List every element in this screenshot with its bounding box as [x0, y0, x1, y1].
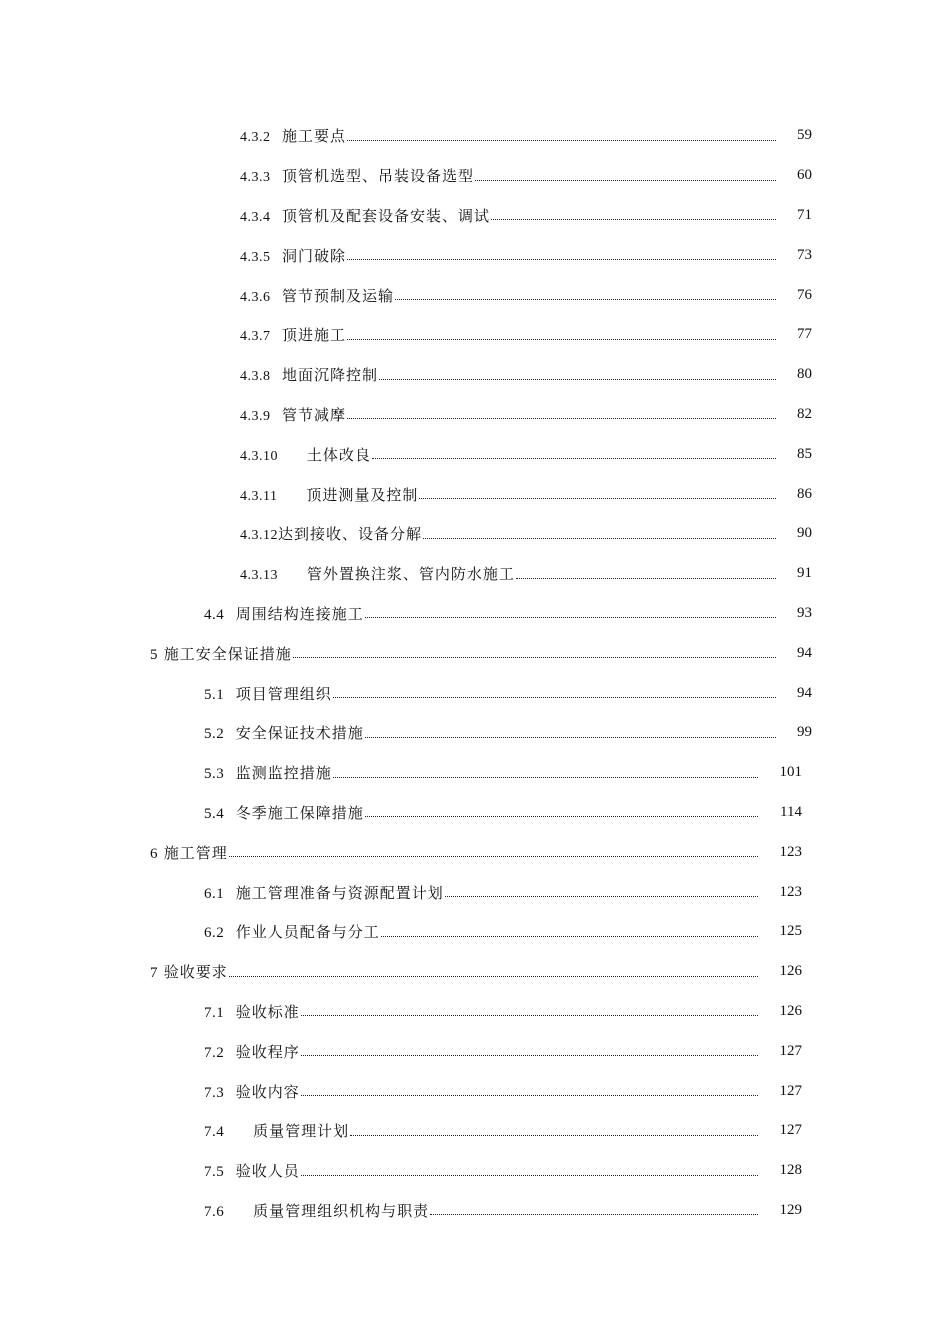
toc-entry-label — [150, 842, 229, 863]
toc-entry-gap — [271, 207, 283, 225]
toc-entry-number: 7.5 — [204, 1164, 225, 1181]
toc-dot-leader — [379, 366, 776, 384]
toc-entry[interactable] — [0, 474, 950, 514]
toc-entry-title: 冬季施工保障措施 — [235, 803, 364, 822]
toc-page-number: 127 — [779, 1122, 802, 1139]
toc-entry-label — [240, 563, 516, 584]
toc-entry-gap — [271, 127, 283, 145]
toc-entry-number: 4.3.13 — [240, 568, 278, 584]
toc-entry-title: 土体改良 — [306, 445, 371, 464]
toc-entry-number: 6.2 — [204, 925, 225, 942]
toc-entry[interactable] — [0, 275, 950, 315]
toc-entry-title: 验收人员 — [235, 1162, 300, 1181]
toc-entry-label — [204, 1041, 301, 1062]
toc-entry[interactable] — [0, 713, 950, 753]
toc-page-number: 114 — [780, 803, 802, 820]
toc-entry-gap — [224, 1202, 253, 1220]
toc-page-number: 94 — [797, 684, 812, 701]
toc-entry[interactable] — [0, 753, 950, 793]
toc-page-number: 71 — [797, 206, 812, 223]
toc-dot-leader — [347, 326, 776, 344]
toc-entry-label — [240, 245, 347, 266]
toc-entry-number: 7 — [150, 965, 158, 982]
toc-entry-gap — [224, 923, 236, 941]
toc-dot-leader — [301, 1042, 758, 1060]
toc-entry-gap — [224, 764, 236, 782]
toc-entry-gap — [271, 287, 283, 305]
toc-entry-title: 施工安全保证措施 — [163, 644, 292, 663]
toc-entry-number: 4.3.7 — [240, 329, 271, 345]
toc-entry-gap — [224, 1003, 236, 1021]
toc-page-number: 101 — [779, 764, 802, 781]
toc-entry-title: 验收内容 — [235, 1082, 300, 1101]
toc-dot-leader — [365, 803, 758, 821]
toc-entry[interactable] — [0, 235, 950, 275]
toc-entry[interactable] — [0, 395, 950, 435]
toc-entry-number: 4.3.4 — [240, 209, 271, 225]
toc-entry-number: 4.4 — [204, 606, 225, 623]
toc-entry-gap — [278, 565, 307, 583]
toc-entry[interactable] — [0, 594, 950, 634]
toc-dot-leader — [430, 1201, 758, 1219]
toc-entry-label — [240, 205, 491, 226]
toc-entry[interactable] — [0, 633, 950, 673]
toc-entry-number: 7.1 — [204, 1004, 225, 1021]
toc-dot-leader — [301, 1002, 758, 1020]
toc-dot-leader — [419, 485, 776, 503]
toc-dot-leader — [347, 246, 776, 264]
toc-entry-label — [204, 1001, 301, 1022]
toc-dot-leader — [229, 843, 758, 861]
toc-entry-title: 质量管理计划 — [253, 1122, 350, 1141]
toc-entry-label — [204, 1081, 301, 1102]
toc-dot-leader — [475, 167, 776, 185]
toc-page-number: 123 — [779, 883, 802, 900]
toc-entry-gap — [224, 685, 236, 703]
toc-page-number: 86 — [797, 485, 812, 502]
toc-entry-number: 4.3.3 — [240, 170, 271, 186]
toc-entry-title: 作业人员配备与分工 — [235, 923, 380, 942]
toc-entry-gap — [271, 167, 283, 185]
toc-entry[interactable] — [0, 315, 950, 355]
toc-page-number: 80 — [797, 366, 812, 383]
toc-entry-title: 顶进测量及控制 — [306, 485, 419, 504]
toc-entry[interactable] — [0, 514, 950, 554]
toc-page-number: 123 — [779, 843, 802, 860]
toc-entry-title: 达到接收、设备分解 — [278, 525, 423, 544]
toc-entry-label — [240, 364, 379, 385]
toc-dot-leader — [491, 206, 776, 224]
toc-entry-number: 4.3.5 — [240, 249, 271, 265]
toc-entry[interactable] — [0, 434, 950, 474]
toc-page-number: 127 — [779, 1082, 802, 1099]
toc-entry-number: 7.3 — [204, 1084, 225, 1101]
toc-entry[interactable] — [0, 116, 950, 156]
toc-entry-title: 验收程序 — [235, 1042, 300, 1061]
toc-dot-leader — [423, 525, 776, 543]
toc-dot-leader — [365, 604, 776, 622]
toc-entry-title: 顶管机选型、吊装设备选型 — [282, 167, 475, 186]
toc-entry-gap — [271, 406, 283, 424]
toc-entry[interactable] — [0, 952, 950, 992]
toc-entry-label — [204, 683, 333, 704]
toc-entry-number: 5.2 — [204, 726, 225, 743]
toc-entry-gap — [224, 1043, 236, 1061]
toc-entry[interactable] — [0, 1071, 950, 1111]
toc-entry-label — [204, 603, 365, 624]
toc-entry-title: 地面沉降控制 — [282, 366, 379, 385]
toc-entry-title: 周围结构连接施工 — [235, 604, 364, 623]
toc-entry-title: 项目管理组织 — [235, 684, 332, 703]
toc-dot-leader — [395, 286, 776, 304]
toc-page-number: 76 — [797, 286, 812, 303]
toc-entry-label — [240, 285, 395, 306]
toc-dot-leader — [301, 1162, 758, 1180]
toc-entry-label — [150, 961, 229, 982]
toc-page-number: 60 — [797, 167, 812, 184]
toc-entry-gap — [278, 446, 307, 464]
toc-dot-leader — [445, 883, 758, 901]
toc-entry-title: 管节减摩 — [282, 405, 347, 424]
toc-entry-label — [204, 921, 381, 942]
toc-entry-label — [240, 523, 423, 544]
toc-entry-number: 7.2 — [204, 1044, 225, 1061]
toc-entry[interactable] — [0, 872, 950, 912]
toc-entry[interactable] — [0, 1151, 950, 1191]
toc-entry-label — [240, 404, 347, 425]
toc-page-number: 128 — [779, 1162, 802, 1179]
toc-entry-gap — [224, 724, 236, 742]
toc-entry-gap — [224, 884, 236, 902]
toc-dot-leader — [372, 445, 776, 463]
toc-entry-label — [204, 722, 365, 743]
toc-entry-title: 顶进施工 — [282, 326, 347, 345]
toc-dot-leader — [347, 405, 776, 423]
toc-entry-title: 监测监控措施 — [235, 764, 332, 783]
toc-entry-label — [204, 882, 445, 903]
toc-entry-gap — [224, 1083, 236, 1101]
toc-entry-number: 4.3.11 — [240, 488, 278, 504]
toc-entry[interactable] — [0, 673, 950, 713]
toc-entry-label — [240, 125, 347, 146]
toc-entry-label — [240, 444, 372, 465]
toc-entry[interactable] — [0, 196, 950, 236]
toc-page-number: 129 — [779, 1201, 802, 1218]
toc-entry-title: 安全保证技术措施 — [235, 724, 364, 743]
toc-page-number: 73 — [797, 246, 812, 263]
toc-entry[interactable] — [0, 1031, 950, 1071]
toc-entry-label — [204, 1120, 350, 1141]
toc-entry-number: 4.3.9 — [240, 408, 271, 424]
toc-entry-number: 4.3.6 — [240, 289, 271, 305]
toc-entry-label — [240, 484, 419, 505]
toc-entry-title: 管外置换注浆、管内防水施工 — [306, 565, 515, 584]
toc-entry-label — [240, 165, 475, 186]
toc-entry-number: 5.4 — [204, 805, 225, 822]
toc-page-number: 94 — [797, 644, 812, 661]
toc-entry-number: 7.4 — [204, 1124, 225, 1141]
toc-page-number: 126 — [779, 1002, 802, 1019]
toc-dot-leader — [293, 644, 776, 662]
toc-entry-title: 质量管理组织机构与职责 — [253, 1201, 430, 1220]
toc-entry-title: 验收要求 — [163, 963, 228, 982]
toc-entry-label — [204, 802, 365, 823]
toc-entry[interactable] — [0, 1111, 950, 1151]
toc-entry-gap — [271, 326, 283, 344]
toc-page-number: 59 — [797, 127, 812, 144]
toc-entry-label — [150, 643, 293, 664]
toc-page-number: 90 — [797, 525, 812, 542]
toc-page-number: 126 — [779, 963, 802, 980]
toc-entry[interactable] — [0, 1191, 950, 1231]
toc-entry[interactable] — [0, 156, 950, 196]
toc-entry-label — [204, 1160, 301, 1181]
toc-entry[interactable] — [0, 355, 950, 395]
toc-entry-number: 5.3 — [204, 766, 225, 783]
toc-entry-title: 施工要点 — [282, 127, 347, 146]
toc-entry[interactable] — [0, 554, 950, 594]
toc-entry-number: 4.3.12 — [240, 528, 278, 544]
toc-entry-number: 7.6 — [204, 1203, 225, 1220]
table-of-contents — [0, 116, 950, 1230]
toc-entry-title: 顶管机及配套设备安装、调试 — [282, 206, 491, 225]
toc-entry-title: 施工管理 — [163, 843, 228, 862]
toc-entry-number: 4.3.10 — [240, 448, 278, 464]
toc-dot-leader — [350, 1122, 758, 1140]
toc-dot-leader — [333, 684, 776, 702]
toc-page-number: 99 — [797, 724, 812, 741]
toc-entry-gap — [277, 486, 306, 504]
toc-entry-number: 6 — [150, 845, 158, 862]
toc-dot-leader — [301, 1082, 758, 1100]
toc-entry-label — [204, 1200, 430, 1221]
toc-dot-leader — [347, 127, 776, 145]
toc-page-number: 93 — [797, 604, 812, 621]
toc-entry-number: 4.3.2 — [240, 130, 271, 146]
toc-page-number: 85 — [797, 445, 812, 462]
toc-entry-number: 5.1 — [204, 686, 225, 703]
toc-entry-number: 6.1 — [204, 885, 225, 902]
toc-entry[interactable] — [0, 992, 950, 1032]
toc-entry-title: 管节预制及运输 — [282, 286, 395, 305]
toc-entry[interactable] — [0, 793, 950, 833]
toc-dot-leader — [516, 565, 776, 583]
toc-page-number: 125 — [779, 923, 802, 940]
toc-entry-number: 4.3.8 — [240, 369, 271, 385]
toc-entry-gap — [224, 1122, 253, 1140]
toc-entry-gap — [224, 804, 236, 822]
toc-entry-gap — [224, 605, 236, 623]
toc-dot-leader — [229, 963, 758, 981]
toc-entry-gap — [224, 1162, 236, 1180]
toc-entry-title: 验收标准 — [235, 1002, 300, 1021]
toc-entry[interactable] — [0, 832, 950, 872]
toc-entry-title: 洞门破除 — [282, 246, 347, 265]
toc-entry-gap — [271, 366, 283, 384]
toc-entry-gap — [271, 247, 283, 265]
toc-page-number: 82 — [797, 405, 812, 422]
toc-dot-leader — [365, 724, 776, 742]
toc-entry-number: 5 — [150, 646, 158, 663]
toc-dot-leader — [333, 764, 758, 782]
toc-page-number: 91 — [797, 565, 812, 582]
toc-entry-label — [240, 324, 347, 345]
toc-dot-leader — [381, 923, 758, 941]
toc-page-number: 77 — [797, 326, 812, 343]
toc-page-number: 127 — [779, 1042, 802, 1059]
toc-entry-label — [204, 762, 333, 783]
toc-entry[interactable] — [0, 912, 950, 952]
toc-entry-title: 施工管理准备与资源配置计划 — [235, 883, 444, 902]
